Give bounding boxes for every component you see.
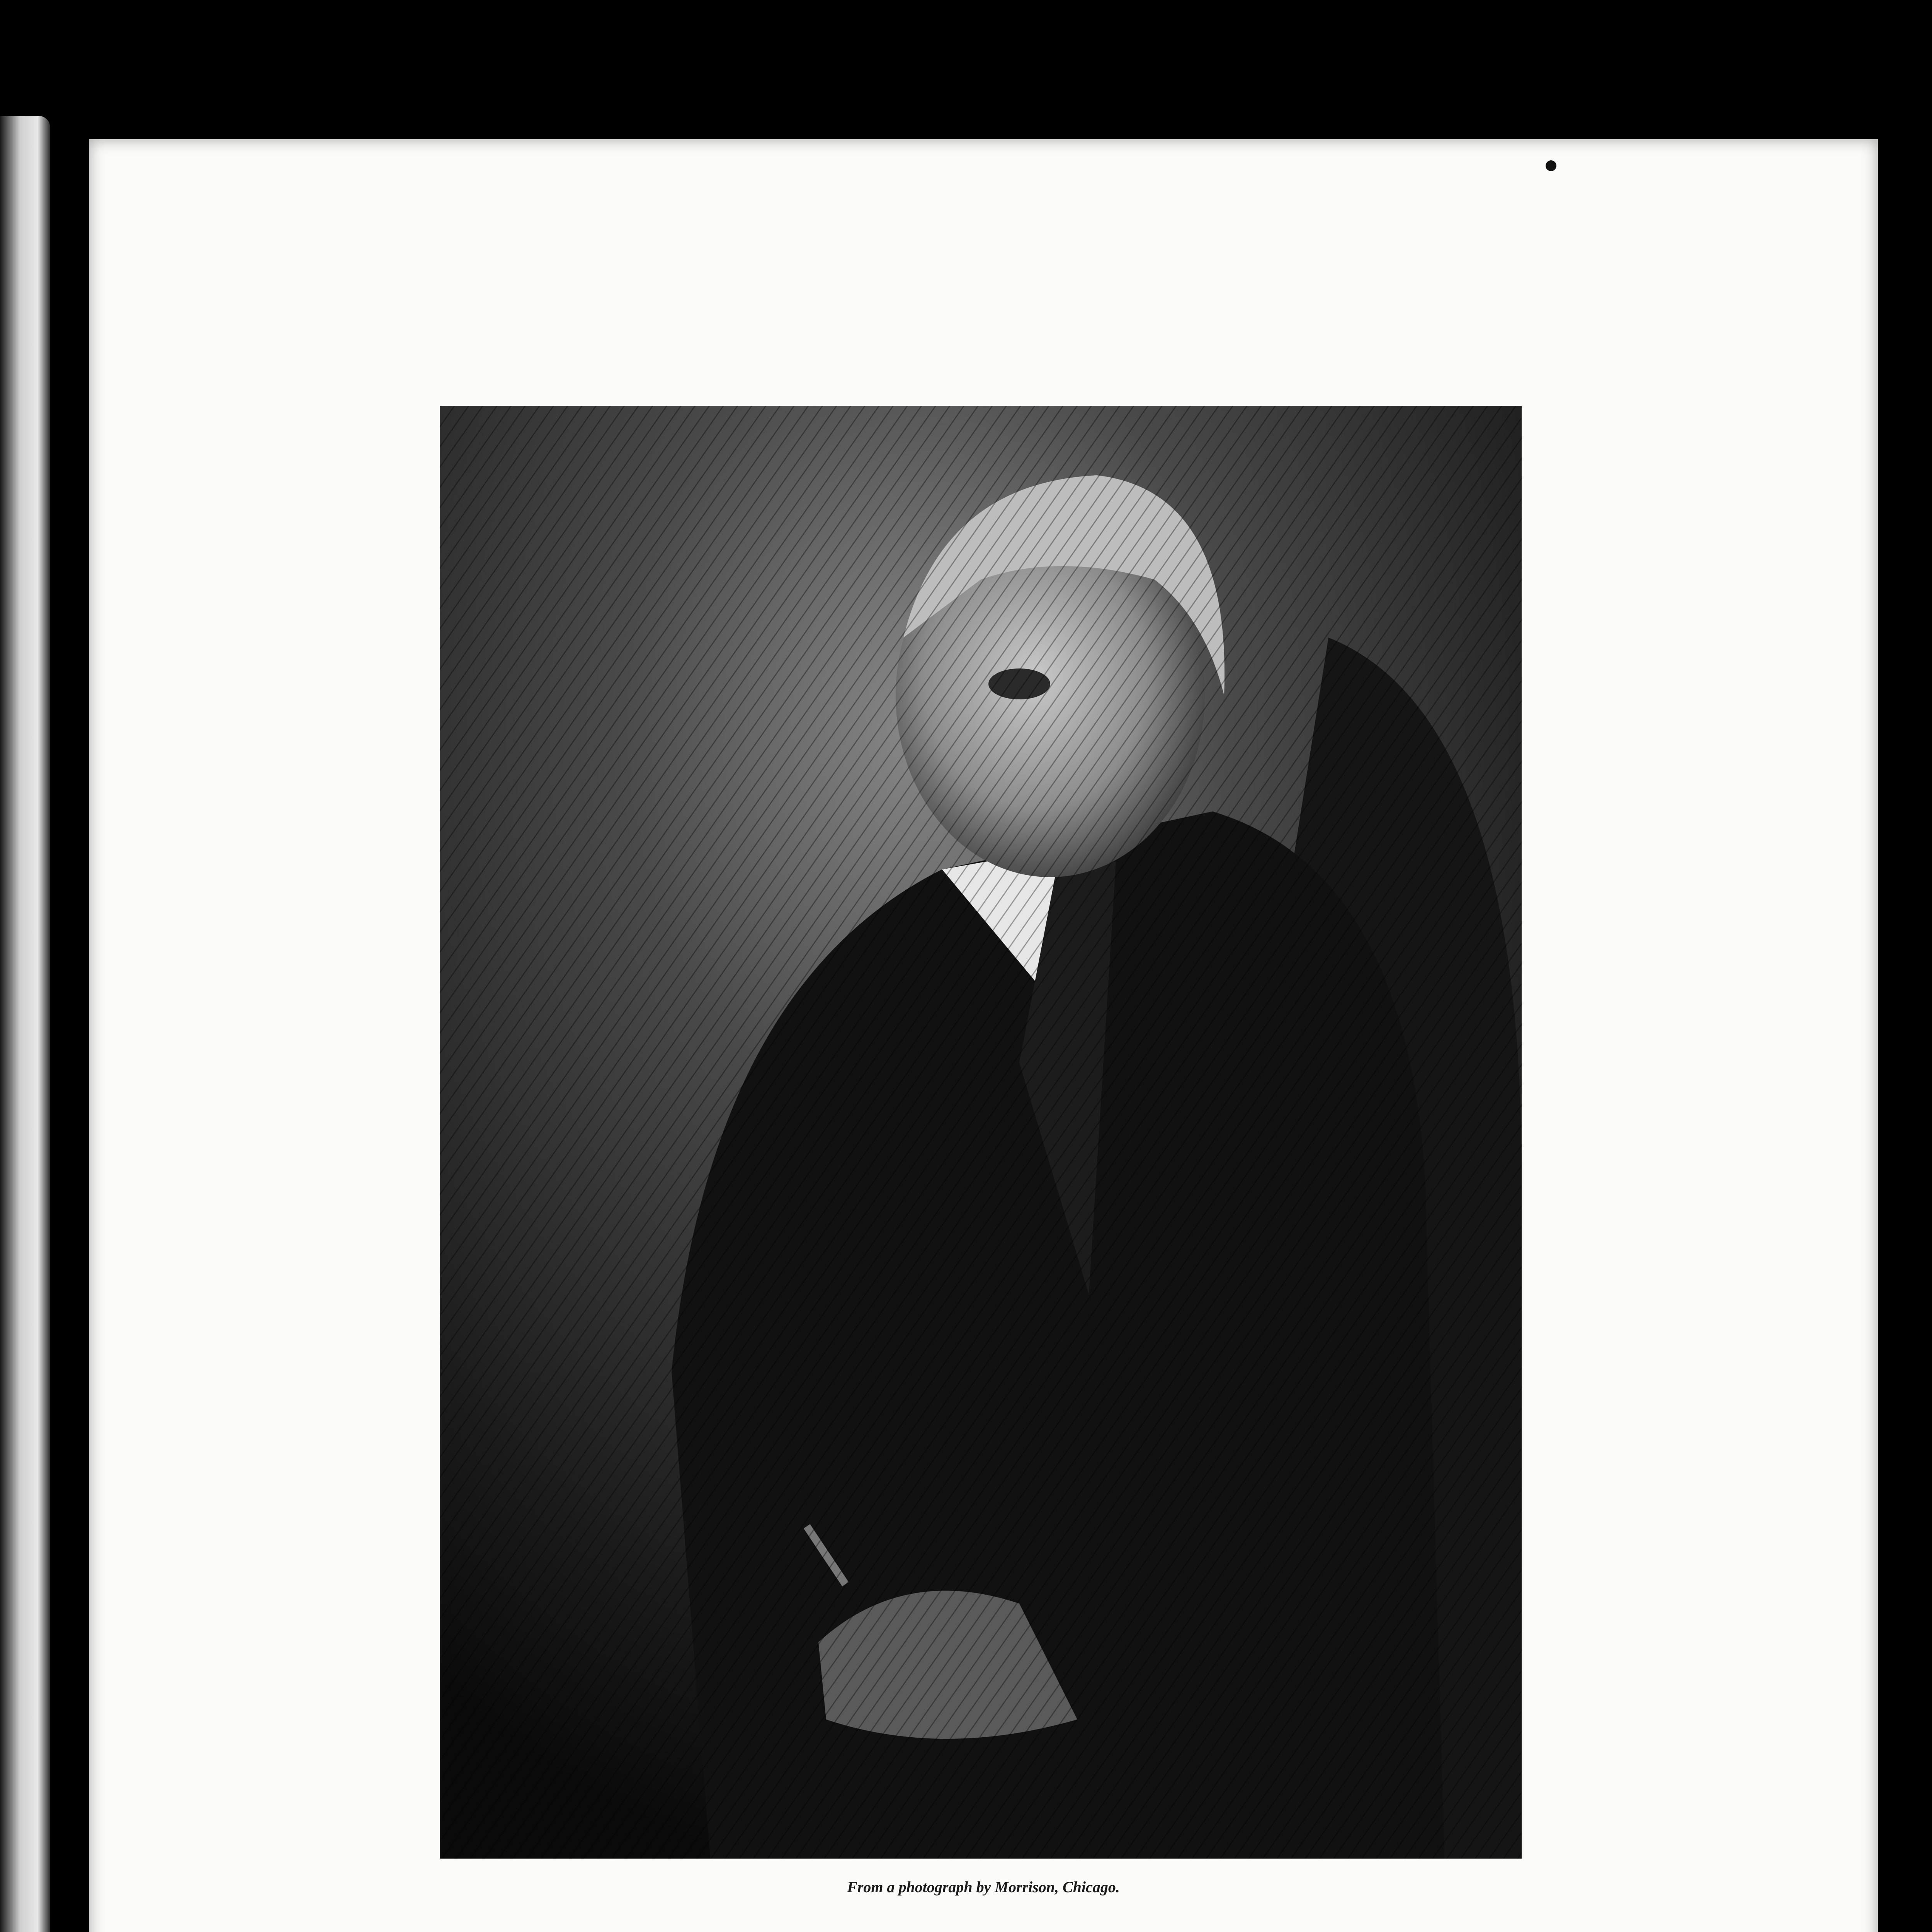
portrait-engraving bbox=[440, 406, 1522, 1859]
magazine-page bbox=[89, 139, 1878, 1932]
photo-credit-caption: From a photograph by Morrison, Chicago. bbox=[847, 1878, 1120, 1896]
previous-page-edge bbox=[0, 116, 50, 1932]
page-mark bbox=[1546, 160, 1556, 171]
